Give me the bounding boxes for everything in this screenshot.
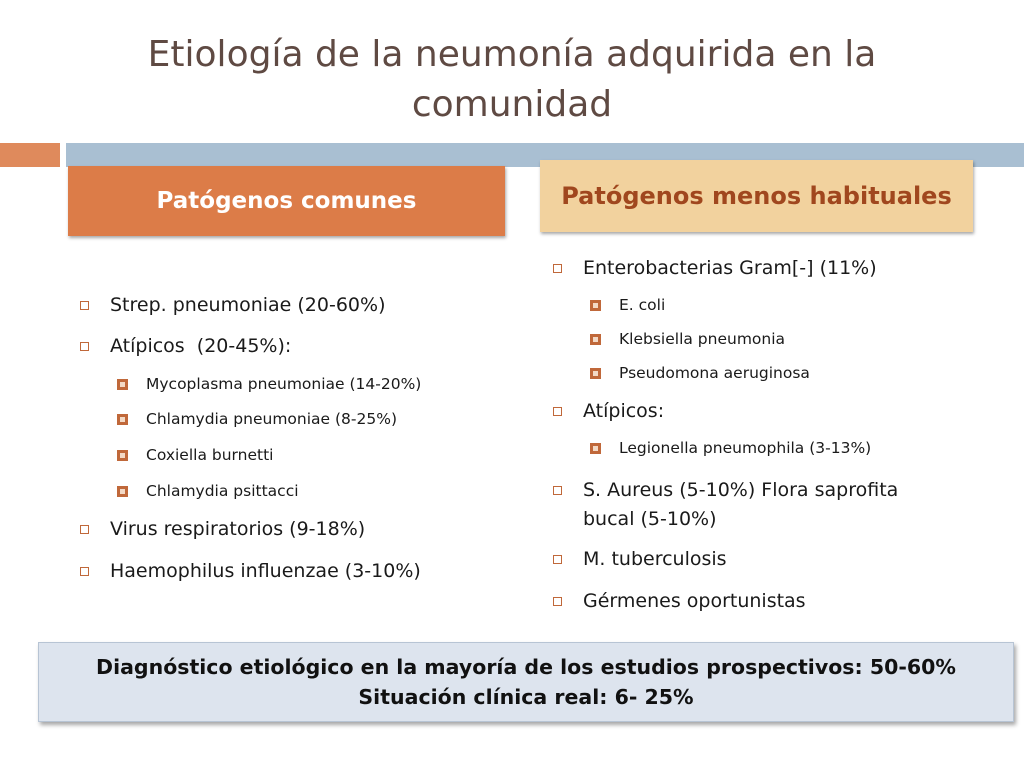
square-bullet-icon — [553, 407, 562, 416]
summary-line-2: Situación clínica real: 6- 25% — [358, 685, 694, 709]
list-item: Atípicos: — [543, 400, 983, 422]
list-item: Haemophilus influenzae (3-10%) — [70, 560, 510, 582]
list-item: Pseudomona aeruginosa — [543, 364, 979, 382]
list-item: Enterobacterias Gram[-] (11%) — [543, 257, 983, 279]
filled-square-bullet-icon — [590, 300, 601, 311]
list-item: Strep. pneumoniae (20-60%) — [70, 294, 510, 316]
list-item: Atípicos (20-45%): — [70, 335, 510, 357]
list-item: Mycoplasma pneumoniae (14-20%) — [70, 375, 546, 393]
square-bullet-icon — [80, 525, 89, 534]
list-item: Legionella pneumophila (3-13%) — [543, 439, 999, 457]
slide-title: Etiología de la neumonía adquirida en la comunidad — [147, 34, 877, 125]
decorative-band-orange — [0, 143, 60, 167]
square-bullet-icon — [553, 264, 562, 273]
common-pathogens-header: Patógenos comunes — [68, 166, 505, 236]
square-bullet-icon — [80, 342, 89, 351]
summary-line-1: Diagnóstico etiológico en la mayoría de los estudios prospectivos: 50-60% — [96, 655, 956, 679]
list-item: E. coli — [543, 296, 979, 314]
filled-square-bullet-icon — [117, 414, 128, 425]
list-item: Gérmenes oportunistas — [543, 590, 983, 612]
square-bullet-icon — [553, 555, 562, 564]
filled-square-bullet-icon — [117, 486, 128, 497]
filled-square-bullet-icon — [590, 334, 601, 345]
list-item: Klebsiella pneumonia — [543, 330, 979, 348]
filled-square-bullet-icon — [117, 379, 128, 390]
list-item: Virus respiratorios (9-18%) — [70, 518, 510, 540]
square-bullet-icon — [80, 567, 89, 576]
list-item: Coxiella burnetti — [70, 446, 546, 464]
list-item: M. tuberculosis — [543, 548, 983, 570]
square-bullet-icon — [80, 301, 89, 310]
square-bullet-icon — [553, 486, 562, 495]
list-item: Chlamydia psittacci — [70, 482, 546, 500]
filled-square-bullet-icon — [590, 443, 601, 454]
less-common-pathogens-header: Patógenos menos habituales — [540, 160, 973, 232]
filled-square-bullet-icon — [590, 368, 601, 379]
list-item: S. Aureus (5-10%) Flora saprofita bucal (5-10%) — [543, 476, 928, 534]
square-bullet-icon — [553, 597, 562, 606]
list-item: Chlamydia pneumoniae (8-25%) — [70, 410, 546, 428]
summary-box — [38, 642, 1014, 722]
filled-square-bullet-icon — [117, 450, 128, 461]
